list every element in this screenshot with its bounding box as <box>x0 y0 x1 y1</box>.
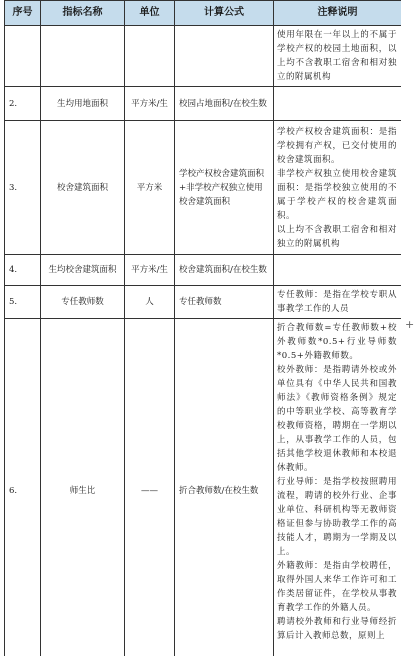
row-name: 生均用地面积 <box>41 87 125 121</box>
row-no <box>5 26 41 87</box>
row-no: 4. <box>5 255 41 286</box>
indicator-table <box>4 0 401 656</box>
note-line: 折合教师数=专任教师数+校外教师数*0.5+行业导师数*0.5+外籍教师数。 <box>277 323 397 361</box>
note-line: 外籍教师：是指由学校聘任，取得外国人来华工作许可和工作类居留证件，在学校从事教育教学工作的外籍人员。 <box>277 561 397 613</box>
row-notes <box>274 87 402 121</box>
note-line: 学校产权校舍建筑面积：是指学校拥有产权，已交付使用的校舍建筑面积。 <box>277 126 397 165</box>
table-row <box>5 26 402 87</box>
row-no: 3. <box>5 121 41 255</box>
table-row <box>5 319 402 656</box>
header-seq: 序号 <box>5 1 41 26</box>
row-notes <box>274 319 402 656</box>
add-column-handle[interactable]: + <box>405 318 415 331</box>
row-unit: 人 <box>125 286 175 319</box>
row-formula: 学校产权校舍建筑面积+非学校产权独立使用校舍建筑面积 <box>175 121 274 255</box>
row-unit <box>125 26 175 87</box>
row-formula <box>175 26 274 87</box>
table-row <box>5 87 402 121</box>
row-unit: 平方米 <box>125 121 175 255</box>
header-formula: 计算公式 <box>175 1 274 26</box>
row-no: 5. <box>5 286 41 319</box>
row-notes <box>274 286 402 319</box>
row-formula: 专任教师数 <box>175 286 274 319</box>
row-notes <box>274 121 402 255</box>
row-notes <box>274 26 402 87</box>
row-notes <box>274 255 402 286</box>
row-name: 专任教师数 <box>41 286 125 319</box>
note-line: 使用年限在一年以上的不属于学校产权的校园土地面积，以上均不含教职工宿舍和相对独立的附属机构 <box>277 30 397 82</box>
row-unit: 平方米/生 <box>125 255 175 286</box>
table-header-row <box>5 1 402 26</box>
row-formula: 校舍建筑面积/在校生数 <box>175 255 274 286</box>
indicator-table-page <box>4 0 401 656</box>
row-no: 2. <box>5 87 41 121</box>
row-name: 生均校舍建筑面积 <box>41 255 125 286</box>
note-line: 校外教师：是指聘请外校或外单位具有《中华人民共和国教师法》《教师资格条例》规定的中等职业学校、高等教育学校教师资格，聘期在一学期以上，从事教学工作的人员，包括其他学校退休教师和本校退休教师。 <box>277 365 397 473</box>
row-no: 6. <box>5 319 41 656</box>
row-unit: 平方米/生 <box>125 87 175 121</box>
row-unit: —— <box>125 319 175 656</box>
table-row <box>5 286 402 319</box>
row-formula: 折合教师数/在校生数 <box>175 319 274 656</box>
table-row <box>5 255 402 286</box>
header-notes: 注释说明 <box>274 1 402 26</box>
row-name: 师生比 <box>41 319 125 656</box>
row-name <box>41 26 125 87</box>
note-line: 以上均不含教职工宿舍和相对独立的附属机构 <box>277 224 397 249</box>
note-line: 行业导师：是指学校按照聘用流程，聘请的校外行业、企事业单位、科研机构等无教师资格证但参与协助教学工作的高技能人才，聘期为一学期及以上。 <box>277 477 397 557</box>
note-line: 聘请校外教师和行业导师经折算后计入教师总数，原则上 <box>277 617 397 641</box>
header-unit: 单位 <box>125 1 175 26</box>
note-line: 专任教师：是指在学校专职从事教学工作的人员 <box>277 290 397 314</box>
row-formula: 校园占地面积/在校生数 <box>175 87 274 121</box>
note-line: 非学校产权独立使用校舍建筑面积：是指学校独立使用的不属于学校产权的校舍建筑面积。 <box>277 168 397 221</box>
row-name: 校舍建筑面积 <box>41 121 125 255</box>
table-row <box>5 121 402 255</box>
header-indicator-name: 指标名称 <box>41 1 125 26</box>
